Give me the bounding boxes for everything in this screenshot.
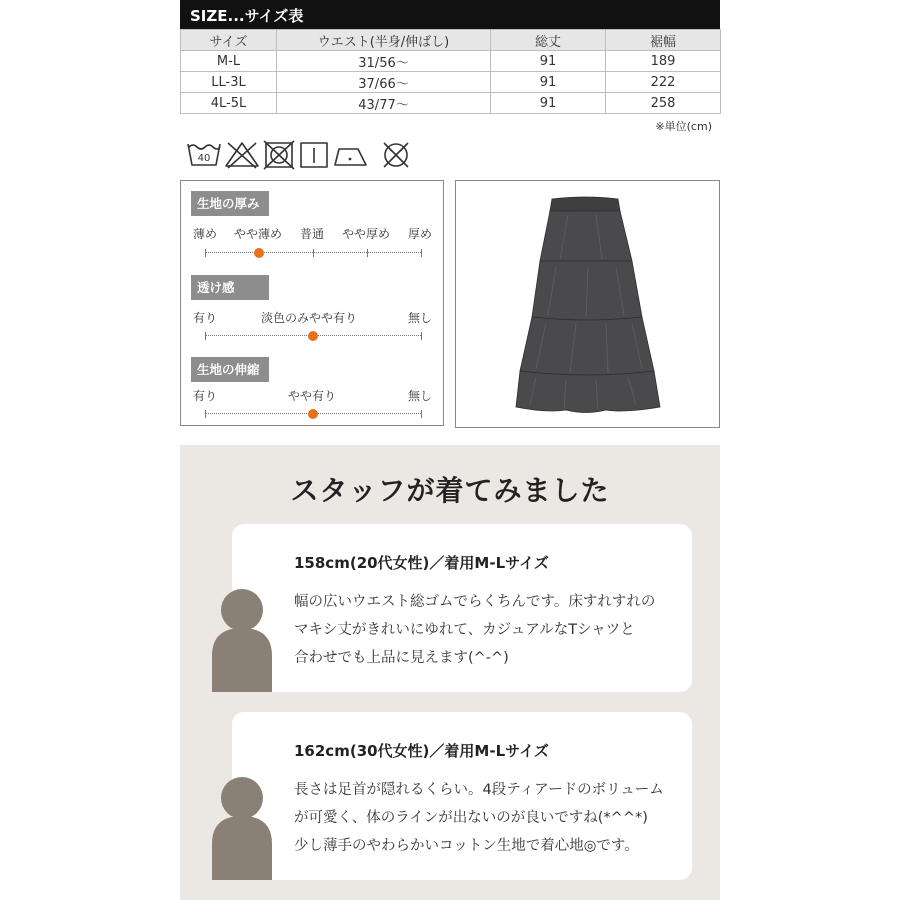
stretch-label: 無し <box>408 389 433 403</box>
thickness-title: 生地の厚み <box>191 191 269 216</box>
staff-avatar-icon <box>210 588 274 692</box>
staff-review-card <box>232 524 692 692</box>
staff-review-section <box>180 445 720 900</box>
stretch-label: やや有り <box>288 389 337 403</box>
review-line: 幅の広いウエスト総ゴムでらくちんです。床すれすれの <box>294 594 656 610</box>
stretch-indicator <box>308 409 318 419</box>
hem-width-cell: 222 <box>606 72 721 93</box>
line-dry-icon <box>301 143 327 167</box>
review-line: が可愛く、体のラインが出ないのが良いですね(*^^*) <box>294 810 648 826</box>
staff-avatar-icon <box>210 776 274 880</box>
iron-low-icon <box>335 149 366 165</box>
thickness-scale <box>205 252 421 253</box>
no-bleach-icon <box>226 143 258 168</box>
stretch-title: 生地の伸縮 <box>191 357 269 382</box>
size-table-header: 総丈 <box>491 30 606 51</box>
review-line: 合わせでも上品に見えます(^-^) <box>294 650 509 666</box>
length-cell: 91 <box>491 51 606 72</box>
thickness-label: 普通 <box>300 227 325 241</box>
hem-width-cell: 189 <box>606 51 721 72</box>
size-cell: 4L-5L <box>181 93 277 114</box>
review-line: 少し薄手のやわらかいコットン生地で着心地◎です。 <box>294 838 639 854</box>
unit-note: ※単位(cm) <box>655 120 712 133</box>
review-heading: 158cm(20代女性)／着用M-Lサイズ <box>294 554 549 572</box>
stretch-label: 有り <box>193 389 218 403</box>
size-cell: LL-3L <box>181 72 277 93</box>
thickness-label: やや厚め <box>342 227 391 241</box>
size-table-header: 裾幅 <box>606 30 721 51</box>
review-body <box>294 588 689 672</box>
product-photo <box>455 180 720 428</box>
waist-cell: 37/66～ <box>277 72 491 93</box>
size-chart-header <box>180 0 720 29</box>
size-table <box>180 29 721 114</box>
review-line: 長さは足首が隠れるくらい。4段ティアードのボリューム <box>294 782 664 798</box>
fabric-characteristics-panel <box>180 180 444 426</box>
staff-review-card <box>232 712 692 880</box>
size-table-header: サイズ <box>181 30 277 51</box>
length-cell: 91 <box>491 72 606 93</box>
thickness-indicator <box>254 248 264 258</box>
tiered-skirt-image <box>456 181 719 427</box>
sheerness-title: 透け感 <box>191 275 269 300</box>
hem-width-cell: 258 <box>606 93 721 114</box>
review-heading: 162cm(30代女性)／着用M-Lサイズ <box>294 742 549 760</box>
table-row <box>181 72 721 93</box>
no-tumble-dry-icon <box>264 141 294 169</box>
review-line: マキシ丈がきれいにゆれて、カジュアルなTシャツと <box>294 622 635 638</box>
thickness-label: 厚め <box>408 227 433 241</box>
waist-cell: 43/77～ <box>277 93 491 114</box>
wash-temp: 40 <box>197 153 211 164</box>
size-chart-title: SIZE...サイズ表 <box>190 7 304 25</box>
sheerness-label: 有り <box>193 311 218 325</box>
size-table-header: ウエスト(半身/伸ばし) <box>277 30 491 51</box>
table-row <box>181 51 721 72</box>
review-body <box>294 776 689 860</box>
size-table-header-row <box>181 30 721 51</box>
wash-40-icon <box>188 144 220 165</box>
waist-cell: 31/56～ <box>277 51 491 72</box>
sheerness-label: 淡色のみやや有り <box>261 311 358 325</box>
size-cell: M-L <box>181 51 277 72</box>
care-icons <box>186 138 418 172</box>
stretch-scale <box>205 413 421 414</box>
thickness-label: 薄め <box>193 227 218 241</box>
sheerness-indicator <box>308 331 318 341</box>
length-cell: 91 <box>491 93 606 114</box>
thickness-label: やや薄め <box>234 227 283 241</box>
sheerness-label: 無し <box>408 311 433 325</box>
staff-review-title: スタッフが着てみました <box>290 474 610 507</box>
sheerness-scale <box>205 335 421 336</box>
table-row <box>181 93 721 114</box>
no-dry-clean-icon <box>384 143 408 167</box>
